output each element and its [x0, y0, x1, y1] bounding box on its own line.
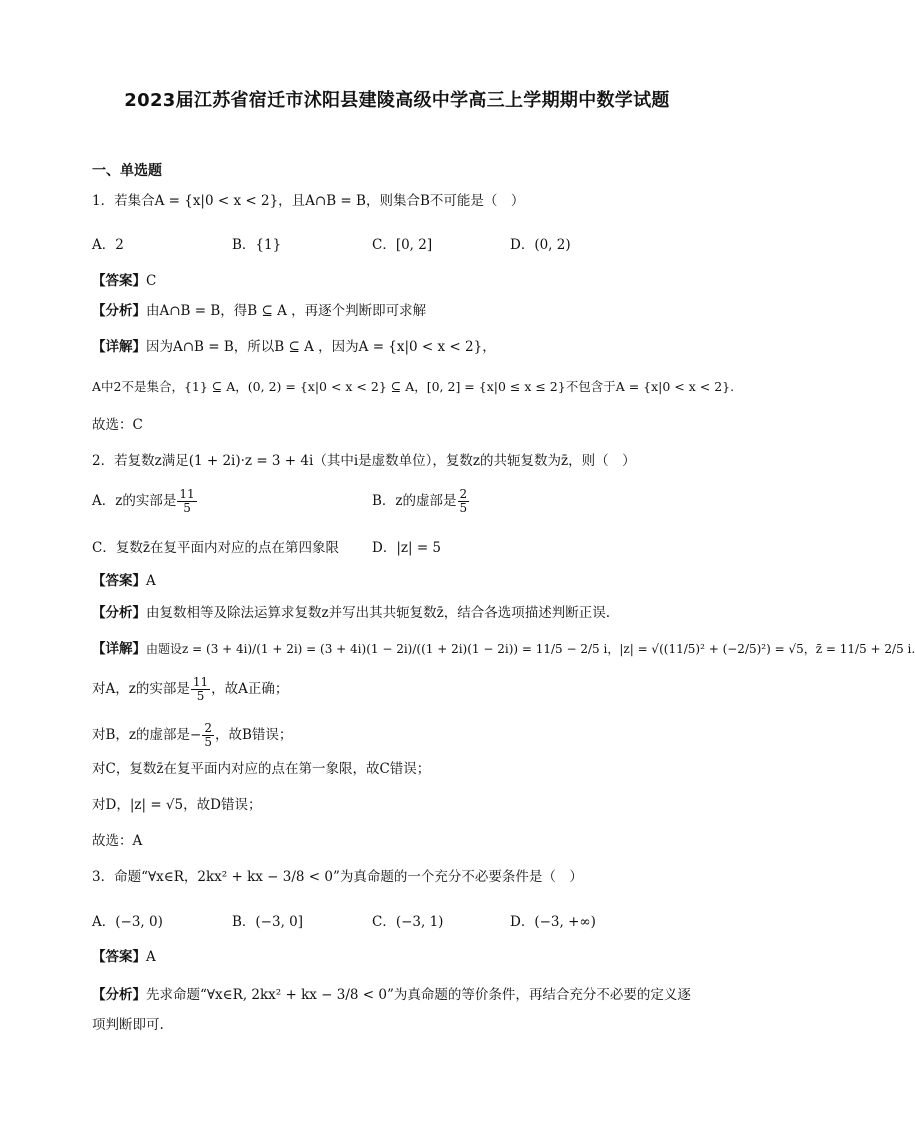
- denominator: 5: [183, 501, 191, 515]
- denominator: 5: [196, 689, 205, 703]
- q1-option-d: D．(0, 2): [510, 237, 571, 253]
- q3-option-d: D．(−3, +∞): [510, 914, 596, 930]
- fraction: [191, 676, 210, 703]
- judge-b-text: 对B，z的虚部是−: [92, 727, 202, 743]
- numerator: 11: [179, 487, 195, 501]
- q2-judge-c: 对C，复数z̄在复平面内对应的点在第一象限，故C错误；: [92, 761, 431, 777]
- q2-option-c: C．复数z̄在复平面内对应的点在第四象限: [92, 540, 339, 556]
- q3-answer: [92, 948, 156, 966]
- q3-option-c: C．(−3, 1): [372, 914, 444, 930]
- q3-stem: 3．命题“∀x∈R，2kx² + kx − 3/8 < 0”为真命题的一个充分不必要条件是（ ）: [92, 869, 583, 885]
- q2-option-b: [372, 488, 470, 515]
- numerator: 2: [204, 721, 212, 735]
- denominator: 5: [204, 735, 212, 749]
- q1-detail: [92, 338, 496, 356]
- detail-tag: 【详解】: [92, 641, 146, 657]
- analysis-text: 先求命题“∀x∈R, 2kx² + kx − 3/8 < 0”为真命题的等价条件，再结合充分不必要的定义逐项判断即可.: [92, 987, 691, 1033]
- answer-value: A: [146, 573, 156, 589]
- denominator: 5: [459, 501, 468, 515]
- analysis-text: 由复数相等及除法运算求复数z并写出其共轭复数z̄，结合各选项描述判断正误.: [146, 605, 611, 621]
- answer-tag: 【答案】: [92, 273, 146, 289]
- judge-a-text: 对A，z的实部是: [92, 681, 190, 697]
- answer-tag: 【答案】: [92, 573, 146, 589]
- q2-conclusion: 故选：A: [92, 833, 143, 849]
- judge-b-suffix: ，故B错误；: [215, 727, 293, 743]
- fraction: [177, 488, 196, 515]
- analysis-text: 由A∩B = B，得B ⊆ A ，再逐个判断即可求解: [146, 303, 427, 319]
- option-a-text: A．z的实部是: [92, 493, 177, 509]
- q1-answer: [92, 272, 156, 290]
- q2-judge-d: 对D，|z| = √5，故D错误；: [92, 797, 262, 813]
- q1-option-b: B．{1}: [232, 237, 282, 253]
- analysis-tag: 【分析】: [92, 605, 146, 621]
- option-b-text: B．z的虚部是: [372, 493, 457, 509]
- q1-detail-2: A中2不是集合，{1} ⊆ A，(0, 2) = {x|0 < x < 2} ⊆ A，[0, 2] = {x|0 ≤ x ≤ 2}不包含于A = {x|0 < x < 2}.: [92, 379, 735, 394]
- detail-text: 因为A∩B = B，所以B ⊆ A ，因为A = {x|0 < x < 2}，: [146, 339, 496, 355]
- analysis-tag: 【分析】: [92, 987, 146, 1003]
- fraction: [202, 722, 214, 749]
- page-title: 2023届江苏省宿迁市沭阳县建陵高级中学高三上学期期中数学试题: [124, 90, 670, 111]
- q1-analysis: [92, 302, 426, 320]
- q2-answer: [92, 572, 156, 590]
- numerator: 11: [192, 675, 209, 689]
- q1-option-c: C．[0, 2]: [372, 237, 433, 253]
- judge-a-suffix: ，故A正确；: [211, 681, 289, 697]
- q1-option-a: A．2: [92, 237, 124, 253]
- q3-analysis: [92, 980, 704, 1040]
- q2-judge-a: [92, 676, 288, 703]
- q2-option-d: D．|z| = 5: [372, 540, 442, 556]
- analysis-tag: 【分析】: [92, 303, 146, 319]
- q3-option-b: B．(−3, 0]: [232, 914, 304, 930]
- q2-stem: 2．若复数z满足(1 + 2i)·z = 3 + 4i（其中i是虚数单位），复数z的共轭复数为z̄，则（ ）: [92, 453, 636, 469]
- section-heading: 一、单选题: [92, 163, 162, 179]
- q1-stem: 1．若集合A = {x|0 < x < 2}，且A∩B = B，则集合B不可能是（ ）: [92, 193, 525, 209]
- q3-option-a: A．(−3, 0): [92, 914, 163, 930]
- q2-judge-b: [92, 722, 292, 749]
- detail-text: 由题设z = (3 + 4i)/(1 + 2i) = (3 + 4i)(1 − 2i)/((1 + 2i)(1 − 2i)) = 11/5 − 2/5 i，|z| = √((11/5)² + (−2/5)²) = √5，z̄ = 11/5 + 2/5 i.: [146, 642, 915, 656]
- q2-detail: [92, 640, 915, 658]
- answer-tag: 【答案】: [92, 949, 146, 965]
- q1-conclusion: 故选：C: [92, 417, 143, 433]
- answer-value: C: [146, 273, 157, 289]
- detail-tag: 【详解】: [92, 339, 146, 355]
- fraction: [458, 488, 470, 515]
- q2-analysis: [92, 604, 610, 622]
- numerator: 2: [459, 487, 468, 501]
- answer-value: A: [146, 949, 156, 965]
- q2-option-a: [92, 488, 198, 515]
